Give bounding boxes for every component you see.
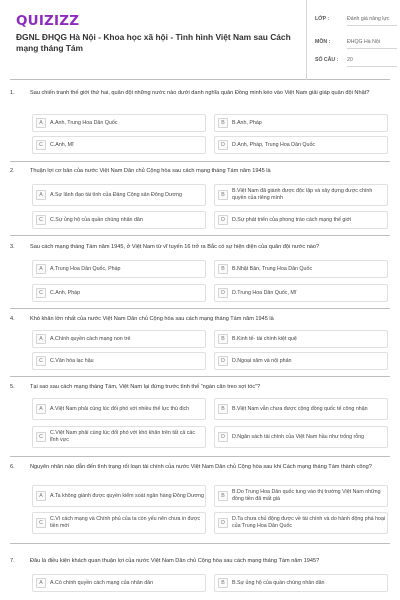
question-divider bbox=[10, 376, 390, 377]
option-text: B.Anh, Pháp bbox=[232, 119, 262, 126]
option-text: C.Vì cách mạng và Chính phủ của ta còn yếu nên chưa in được tiền mới bbox=[50, 516, 201, 529]
answer-option-c[interactable] bbox=[32, 136, 206, 154]
option-letter: B bbox=[218, 491, 228, 501]
question-number: 3. bbox=[10, 244, 15, 250]
answer-option-a[interactable] bbox=[32, 574, 206, 592]
answer-option-b[interactable] bbox=[214, 114, 388, 132]
answer-option-b[interactable] bbox=[214, 485, 388, 507]
option-letter: C bbox=[36, 140, 46, 150]
answer-option-a[interactable] bbox=[32, 184, 206, 206]
option-letter: B bbox=[218, 190, 228, 200]
option-letter: B bbox=[218, 264, 228, 274]
option-text: D.Ngoại xâm và nội phản bbox=[232, 357, 292, 364]
worksheet-header bbox=[10, 0, 390, 80]
question-text: Tại sao sau cách mạng tháng Tám, Việt Nam lại đứng trước tình thế “ngàn cân treo sợi tóc”? bbox=[30, 384, 261, 390]
option-text: D.Anh, Pháp, Trung Hoa Dân Quốc bbox=[232, 141, 316, 148]
question-text: Đâu là điều kiện khách quan thuận lợi của nước Việt Nam Dân chủ Cộng hòa sau cách mạng tháng Tám năm 1945? bbox=[30, 558, 320, 564]
option-text: B.Việt Nam đã giành được độc lập và xây dựng được chính quyền của riêng mình bbox=[232, 188, 373, 201]
meta-class-value: Đánh giá năng lực bbox=[347, 16, 397, 26]
answer-option-b[interactable] bbox=[214, 398, 388, 420]
meta-count-value: 20 bbox=[347, 57, 397, 67]
answer-option-a[interactable] bbox=[32, 485, 206, 507]
option-letter: C bbox=[36, 356, 46, 366]
option-text: C.Anh, Mĩ bbox=[50, 141, 74, 148]
option-text: C.Anh, Pháp bbox=[50, 289, 81, 296]
option-letter: D bbox=[218, 140, 228, 150]
worksheet-title: ĐGNL ĐHQG Hà Nội - Khoa học xã hội - Tình hình Việt Nam sau Cách mạng tháng Tám bbox=[16, 32, 291, 53]
option-letter: B bbox=[218, 578, 228, 588]
option-letter: B bbox=[218, 334, 228, 344]
question-text: Thuận lợi cơ bản của nước Việt Nam Dân chủ Cộng hòa sau cách mạng tháng Tám năm 1945 là bbox=[30, 168, 271, 174]
question-text: Sau chiến tranh thế giới thứ hai, quân đội những nước nào dưới danh nghĩa quân Đồng minh kéo vào Việt Nam giải giáp quân đội Nhật? bbox=[30, 90, 370, 96]
answer-option-c[interactable] bbox=[32, 211, 206, 229]
option-text: A.Việt Nam phải cùng lúc đối phó với nhiều thế lực thù địch bbox=[50, 405, 190, 412]
worksheet-meta bbox=[306, 0, 400, 80]
option-letter: A bbox=[36, 334, 46, 344]
answer-option-d[interactable] bbox=[214, 512, 388, 534]
question-divider bbox=[10, 308, 390, 309]
answer-option-d[interactable] bbox=[214, 352, 388, 370]
option-letter: A bbox=[36, 118, 46, 128]
option-text: A.Sự lãnh đạo tài tình của Đảng Cộng sản Đông Dương bbox=[50, 191, 182, 198]
meta-count-label: SỐ CÂU : bbox=[315, 57, 339, 63]
option-text: A.Có chính quyền cách mạng của nhân dân bbox=[50, 579, 154, 586]
option-text: A.Ta không giành được quyền kiểm soát ngân hàng Đông Dương bbox=[50, 492, 204, 499]
question-number: 4. bbox=[10, 316, 15, 322]
option-text: B.Kinh tế- tài chính kiệt quệ bbox=[232, 335, 297, 342]
quizizz-logo: QUIZIZZ bbox=[16, 13, 80, 29]
option-text: B.Do Trung Hoa Dân quốc tung vào thị trường Việt Nam những đồng tiền đã mất giá bbox=[232, 489, 381, 502]
option-text: B.Việt Nam vẫn chưa được cộng đồng quốc tế công nhận bbox=[232, 405, 368, 412]
option-text: A.Trung Hoa Dân Quốc, Pháp bbox=[50, 265, 121, 272]
answer-option-a[interactable] bbox=[32, 330, 206, 348]
question-text: Nguyên nhân nào dẫn đến tình trạng rối loạn tài chính của nước Việt Nam Dân chủ Cộng hòa sau khi Cách mạng tháng Tám thành công? bbox=[30, 464, 372, 470]
answer-option-c[interactable] bbox=[32, 352, 206, 370]
option-letter: A bbox=[36, 491, 46, 501]
answer-option-c[interactable] bbox=[32, 512, 206, 534]
option-letter: C bbox=[36, 215, 46, 225]
option-letter: C bbox=[36, 288, 46, 298]
question-number: 1. bbox=[10, 90, 15, 96]
option-letter: B bbox=[218, 404, 228, 414]
option-text: C.Sự ủng hộ của quần chúng nhân dân bbox=[50, 216, 143, 223]
answer-option-d[interactable] bbox=[214, 284, 388, 302]
question-number: 6. bbox=[10, 464, 15, 470]
question-divider bbox=[10, 161, 390, 162]
answer-option-b[interactable] bbox=[214, 184, 388, 206]
question-text: Khó khăn lớn nhất của nước Việt Nam Dân chủ Cộng hòa sau cách mạng tháng Tám năm 1945 là bbox=[30, 316, 274, 322]
option-text: B.Sự ủng hộ của quần chúng nhân dân bbox=[232, 579, 325, 586]
question-text: Sau cách mạng tháng Tám năm 1945, ở Việt Nam từ vĩ tuyến 16 trở ra Bắc có sự hiện diện của quân đội nước nào? bbox=[30, 244, 320, 250]
meta-subject-label: MÔN : bbox=[315, 39, 331, 45]
question-number: 5. bbox=[10, 384, 15, 390]
answer-option-b[interactable] bbox=[214, 574, 388, 592]
option-letter: D bbox=[218, 432, 228, 442]
meta-class-label: LỚP : bbox=[315, 16, 330, 22]
option-letter: C bbox=[36, 518, 46, 528]
option-text: C.Văn hóa lạc hậu bbox=[50, 357, 94, 364]
option-text: A.Chính quyền cách mạng non trẻ bbox=[50, 335, 131, 342]
answer-option-c[interactable] bbox=[32, 284, 206, 302]
option-letter: D bbox=[218, 215, 228, 225]
option-letter: A bbox=[36, 578, 46, 588]
answer-option-d[interactable] bbox=[214, 211, 388, 229]
question-divider bbox=[10, 456, 390, 457]
question-divider bbox=[10, 235, 390, 236]
answer-option-d[interactable] bbox=[214, 426, 388, 448]
answer-option-c[interactable] bbox=[32, 426, 206, 448]
answer-option-a[interactable] bbox=[32, 260, 206, 278]
option-text: D.Trung Hoa Dân Quốc, Mĩ bbox=[232, 289, 297, 296]
option-text: D.Ngân sách tài chính của Việt Nam hầu như trống rỗng bbox=[232, 433, 365, 440]
option-letter: A bbox=[36, 264, 46, 274]
option-letter: C bbox=[36, 432, 46, 442]
meta-subject-value: ĐHQG Hà Nội bbox=[347, 39, 397, 49]
option-letter: D bbox=[218, 356, 228, 366]
option-letter: A bbox=[36, 404, 46, 414]
option-letter: D bbox=[218, 288, 228, 298]
answer-option-b[interactable] bbox=[214, 330, 388, 348]
question-number: 2. bbox=[10, 168, 15, 174]
answer-option-d[interactable] bbox=[214, 136, 388, 154]
question-number: 7. bbox=[10, 558, 15, 564]
answer-option-a[interactable] bbox=[32, 114, 206, 132]
option-text: B.Nhật Bản, Trung Hoa Dân Quốc bbox=[232, 265, 313, 272]
option-text: D.Sự phát triển của phong trào cách mạng thế giới bbox=[232, 216, 352, 223]
option-text: C.Việt Nam phải cùng lúc đối phó với khó khăn trên tất cả các lĩnh vực bbox=[50, 430, 195, 443]
answer-option-b[interactable] bbox=[214, 260, 388, 278]
option-text: D.Ta chưa chủ động được về tài chính và do hành động phá hoại của Trung Hoa Dân Quốc bbox=[232, 516, 386, 529]
option-letter: D bbox=[218, 518, 228, 528]
option-text: A.Anh, Trung Hoa Dân Quốc bbox=[50, 119, 118, 126]
option-letter: B bbox=[218, 118, 228, 128]
option-letter: A bbox=[36, 190, 46, 200]
question-divider bbox=[10, 543, 390, 544]
answer-option-a[interactable] bbox=[32, 398, 206, 420]
